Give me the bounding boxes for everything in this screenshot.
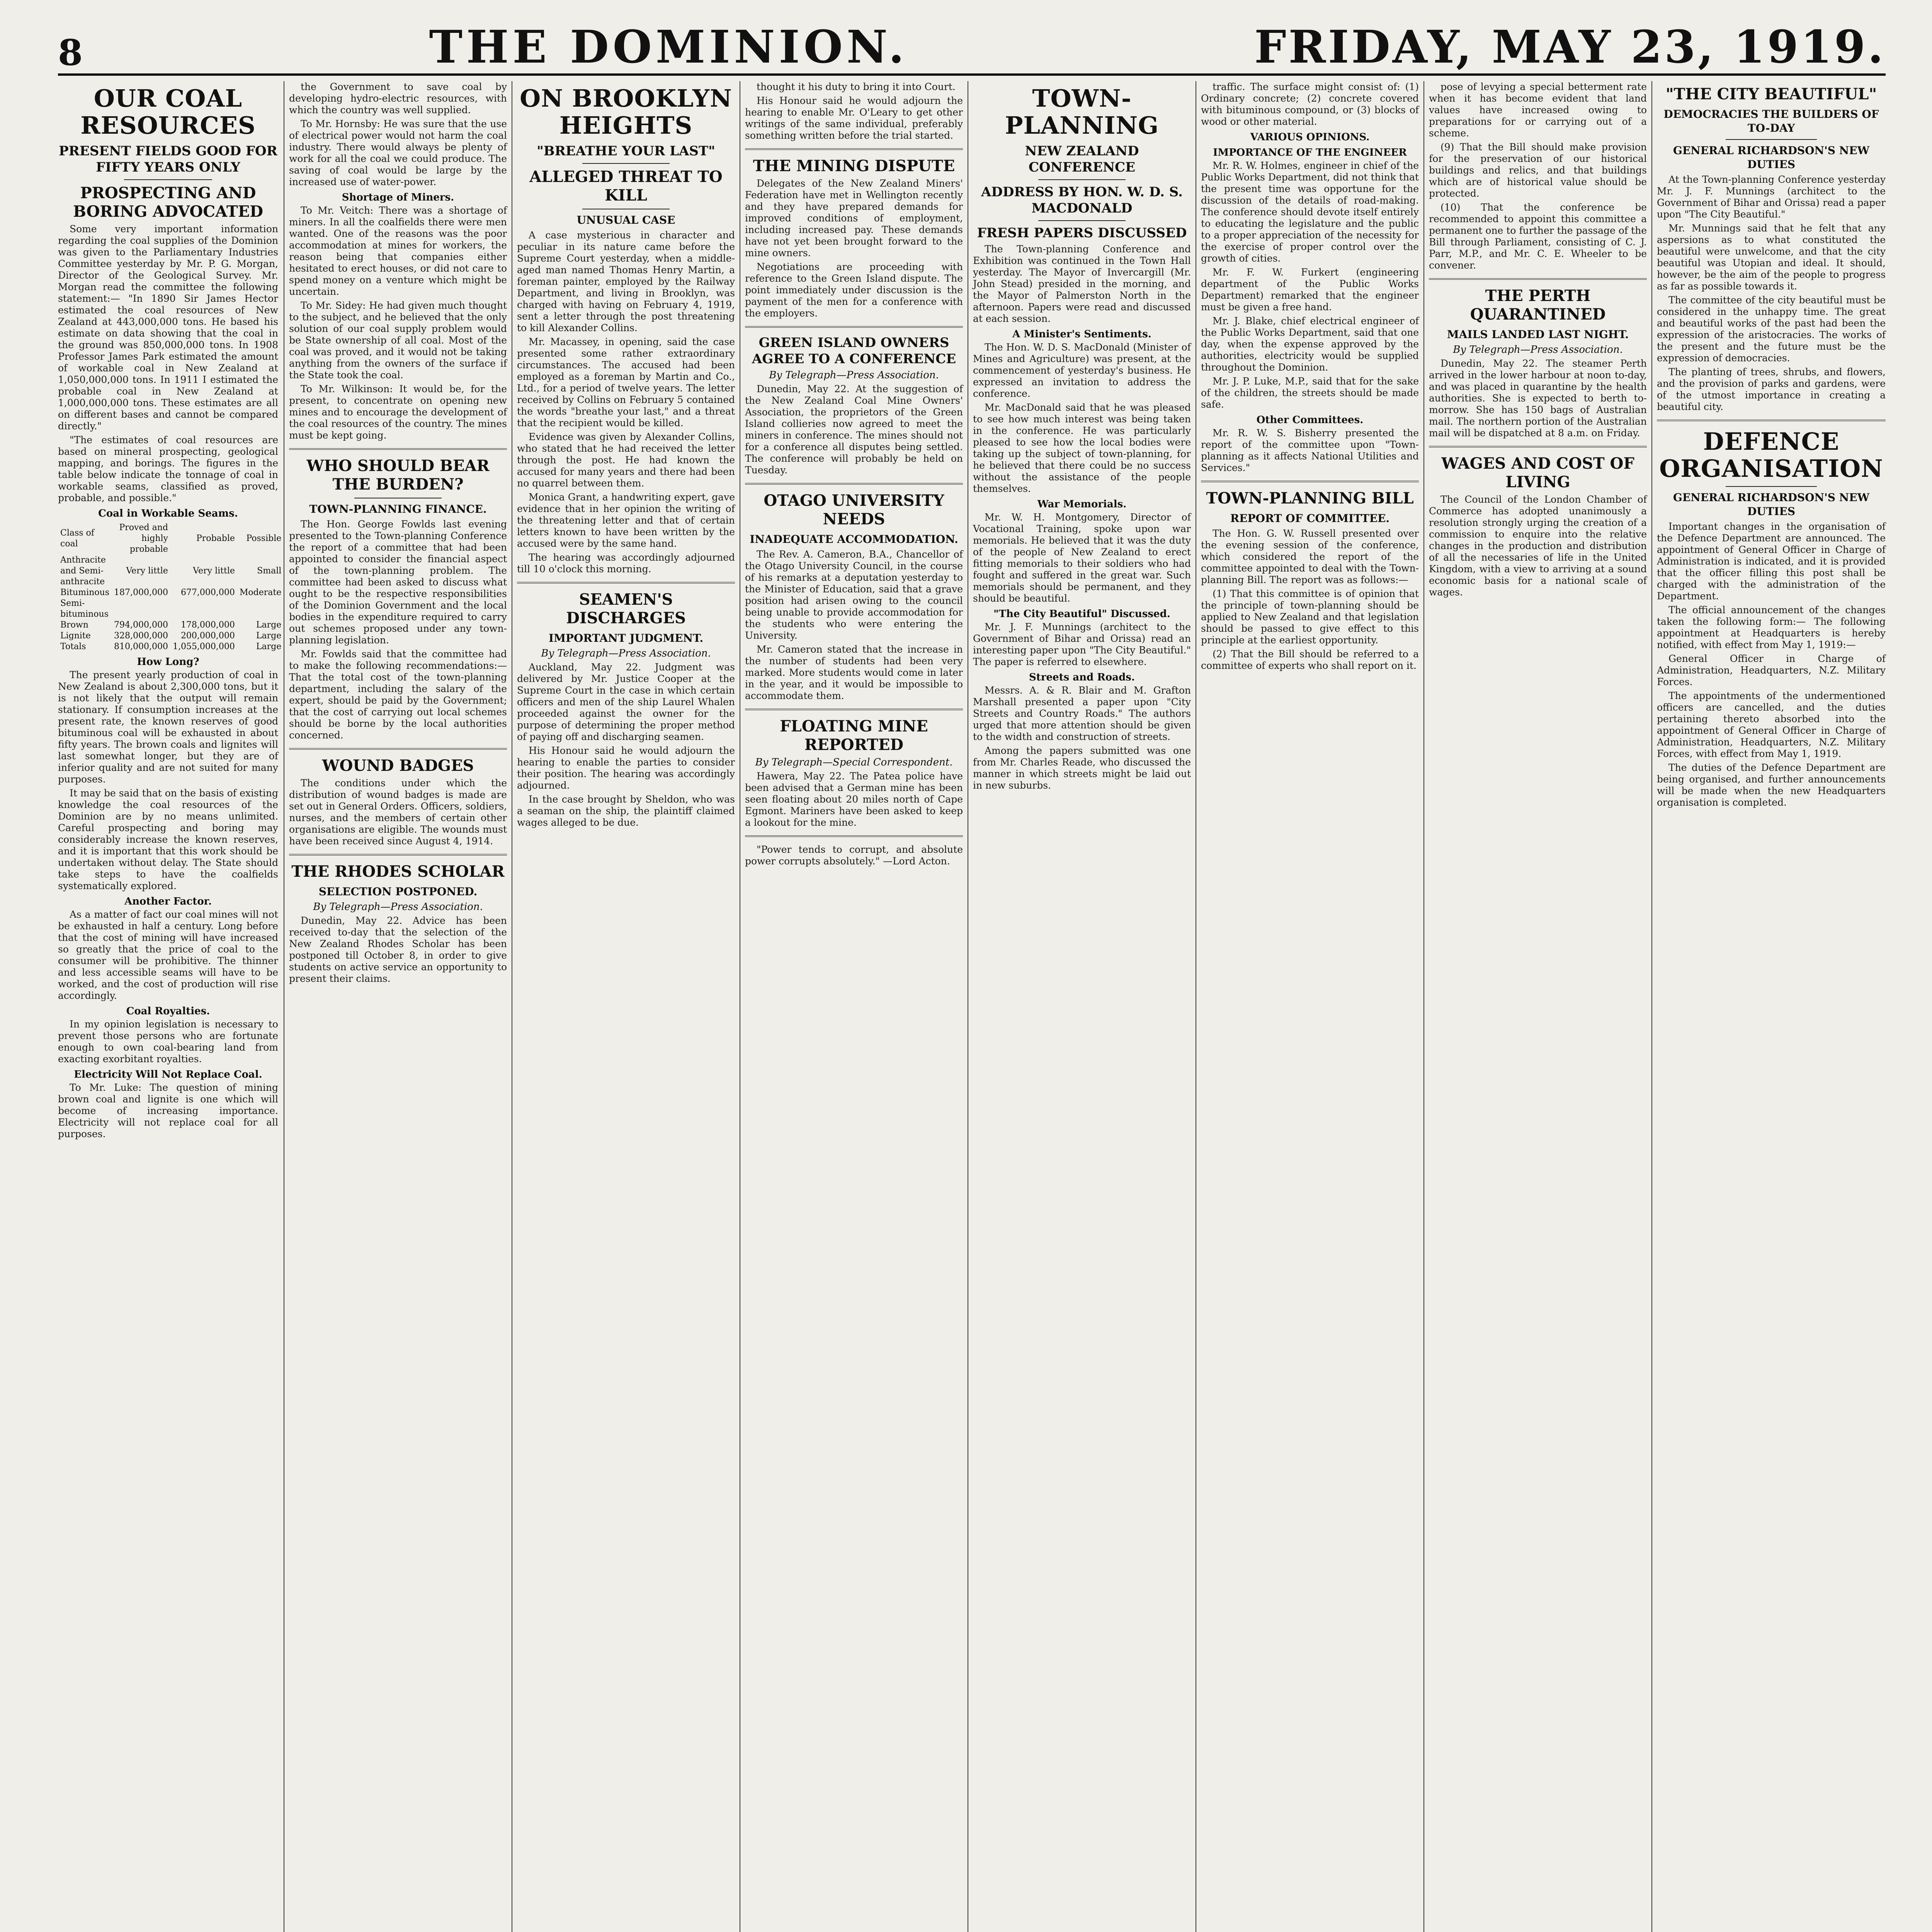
subhead: How Long? [137,656,199,668]
table-caption: Coal in Workable Seams. [98,508,238,519]
headline-floating-mine: FLOATING MINE REPORTED [780,717,928,754]
headline-town-planning-bill: TOWN-PLANNING BILL [1206,489,1414,507]
article-body: The Hon. G. W. Russell presented over the evening session of the conference, which considered the report of the committee appointed to deal with the Town-planning Bill. The report was as follows:— (1) That this committee is of opinion that the principle of town-planning should be applied to New Zealand and that legislation should be passed to give effect to this principle at the earliest opportunity. (2) That the Bill should be referred to a committee of experts who shall report on it. [1201,528,1419,671]
subhead: Shortage of Miners. [342,192,454,203]
issue-date: FRIDAY, MAY 23, 1919. [1254,21,1886,73]
newspaper-title: THE DOMINION. [429,21,908,73]
table-row: Lignite 328,000,000 200,000,000 Large [60,631,282,641]
article-body: Mr. W. H. Montgomery, Director of Vocational Training, spoke upon war memorials. He believed that it was the duty of the people of New Zealand to erect fitting memorials to their soldiers who had fought and suffered in the great war. Such memorials should be permanent, and they should be beautiful. [973,512,1191,604]
subhead: VARIOUS OPINIONS. [1250,131,1370,143]
subhead: "The City Beautiful" Discussed. [993,608,1170,620]
subhead: IMPORTANCE OF THE ENGINEER [1213,147,1407,158]
deck-accommodation: INADEQUATE ACCOMMODATION. [750,533,958,546]
headline-brooklyn: ON BROOKLYN HEIGHTS [520,84,732,139]
article-body: Dunedin, May 22. At the suggestion of the New Zealand Coal Mine Owners' Association, the proprietors of the Green Island collieries now agreed to meet the miners in conference. The mines should not for a conference all disputes being settled. The conference will probably be held on Tuesday. [745,383,963,476]
credit-line: By Telegraph—Special Correspondent. [755,757,953,768]
headline-coal-resources: OUR COAL RESOURCES [80,84,256,139]
deck-judgment: IMPORTANT JUDGMENT. [548,632,704,645]
table-row: Totals 810,000,000 1,055,000,000 Large [60,642,282,651]
column-1 [58,81,282,1932]
headline-otago: OTAGO UNIVERSITY NEEDS [764,492,944,528]
article-body: thought it his duty to bring it into Court. His Honour said he would adjourn the hearing to enable Mr. O'Leary to get other writings of the same individual, preferably something written before the trial started. [745,81,963,141]
article-body: Auckland, May 22. Judgment was delivered by Mr. Justice Cooper at the Supreme Court in the case in which certain officers and men of the ship Laurel Whalen proceeded against the owner for the purpose of determining the proper method of paying off and discharging seamen. His Honour said he would adjourn the hearing to enable the parties to consider their position. The hearing was accordingly adjourned. In the case brought by Sheldon, who was a seaman on the ship, the plaintiff claimed wages alleged to be due. [517,662,735,828]
column-5 [973,81,1191,1932]
column-4 [745,81,963,1932]
columns [58,81,1886,1932]
deck-conference: NEW ZEALAND CONFERENCE [1025,143,1139,175]
column-2 [289,81,507,1932]
article-body: the Government to save coal by developing hydro-electric resources, with which the country was well supplied. To Mr. Hornsby: He was sure that the use of electrical power would not harm the coal industry. There would always be plenty of work for all the coal we could produce. The saving of coal would be large by the increased use of water-power. [289,81,507,187]
quotation: "Power tends to corrupt, and absolute power corrupts absolutely." —Lord Acton. [745,844,963,867]
article-body: The conditions under which the distribution of wound badges is made are set out in General Orders. Officers, soldiers, nurses, and the members of certain other organisations are eligible. The wounds must have been received since August 4, 1914. [289,777,507,847]
credit-line: By Telegraph—Press Association. [769,369,939,381]
subhead: Other Committees. [1256,414,1364,426]
headline-perth: THE PERTH QUARANTINED [1470,287,1606,323]
article-body: The present yearly production of coal in New Zealand is about 2,300,000 tons, but it is not likely that the output will remain stationary. If consumption increases at the present rate, the known reserves of good bituminous coal will be exhausted in about fifty years. The brown coals and lignites will last somewhat longer, but they are of inferior quality and are not suited for many purposes. It may be said that on the basis of existing knowledge the coal resources of the Dominion are by no means unlimited. Careful prospecting and boring may considerably increase the known reserves, and it is important that this work should be undertaken without delay. The State should take steps to have the coalfields systematically explored. [58,669,278,891]
column-7 [1429,81,1647,1932]
deck-breathe: "BREATHE YOUR LAST" [537,143,715,159]
headline-city-beautiful: "THE CITY BEAUTIFUL" [1665,85,1877,103]
deck-taste: GENERAL RICHARDSON'S NEW DUTIES [1673,144,1870,171]
article-body: The Hon. W. D. S. MacDonald (Minister of Mines and Agriculture) was present, at the commencement of yesterday's business. He expressed an invitation to address the conference. Mr. MacDonald said that he was pleased to see how much interest was being taken in the conference. He was particularly pleased to see how the local bodies were taking up the subject of town-planning, for he believed that there could be no success without the assistance of the people themselves. [973,342,1191,494]
deck-mails: MAILS LANDED LAST NIGHT. [1447,328,1629,341]
deck-papers: FRESH PAPERS DISCUSSED [977,225,1187,241]
table-row: Bituminous 187,000,000 677,000,000 Moderate [60,588,282,597]
table-row: Brown 794,000,000 178,000,000 Large [60,620,282,630]
subhead: Electricity Will Not Replace Coal. [74,1069,262,1080]
deck-report: REPORT OF COMMITTEE. [1230,512,1390,525]
article-body: Mr. J. F. Munnings (architect to the Government of Bihar and Orissa) read an interesting paper upon "The City Beautiful." The paper is referred to elsewhere. [973,621,1191,667]
article-body: Messrs. A. & R. Blair and M. Grafton Marshall presented a paper upon "City Streets and Country Roads." The authors urged that more attention should be given to the width and construction of streets. Among the papers submitted was one from Mr. Charles Reade, who discussed the manner in which streets might be laid out in new suburbs. [973,685,1191,791]
deck-threat: ALLEGED THREAT TO KILL [529,168,723,204]
deck-address: ADDRESS BY HON. W. D. S. MACDONALD [981,184,1183,216]
article-body: Dunedin, May 22. Advice has been received to-day that the selection of the New Zealand Rhodes Scholar has been postponed till October 8, in order to give students on active service an opportunity to present their claims. [289,915,507,984]
column-8 [1657,81,1886,1932]
headline-green-island: GREEN ISLAND OWNERS AGREE TO A CONFERENCE [752,335,956,367]
headline-wound-badges: WOUND BADGES [322,757,474,775]
headline-rhodes: THE RHODES SCHOLAR [291,862,505,881]
subhead: Coal Royalties. [126,1005,210,1017]
credit-line: By Telegraph—Press Association. [541,648,711,659]
article-body: Important changes in the organisation of the Defence Department are announced. The appointment of General Officer in Charge of Administration is indicated, and it is provided that the officer filling this post shall be charged with the administration of the Department. The official announcement of the changes taken the following form:— The following appointment at Headquarters is hereby notified, with effect from May 1, 1919:— General Officer in Charge of Administration, Headquarters, N.Z. Military Forces. The appointments of the undermentioned officers are cancelled, and the duties pertaining thereto absorbed into the appointment of General Officer in Charge of Administration, Headquarters, N.Z. Military Forces, with effect from May 1, 1919. The duties of the Defence Department are being organised, and further announcements will be made when the new Headquarters organisation is completed. [1657,521,1886,808]
subhead: A Minister's Sentiments. [1012,328,1151,340]
headline-defence: DEFENCE ORGANISATION [1659,427,1883,483]
article-body: In my opinion legislation is necessary to prevent those persons who are fortunate enough to own coal-bearing land from exacting exorbitant royalties. [58,1019,278,1065]
article-body: At the Town-planning Conference yesterday Mr. J. F. Munnings (architect to the Government of Bihar and Orissa) read a paper upon "The City Beautiful." Mr. Munnings said that he felt that any aspersions as to what constituted the beautiful were unwelcome, and that the city beautiful was Utopian and ideal. It should, however, be the aim of the people to progress as far as possible towards it. The committee of the city beautiful must be considered in the unhappy time. The great and beautiful works of the past had been the expression of the aristocracies. The works of the present and the future must be the expression of democracies. The planting of trees, shrubs, and flowers, and the provision of parks and gardens, were of the utmost importance in creating a beautiful city. [1657,174,1886,412]
deck-rhodes: SELECTION POSTPONED. [318,885,478,898]
column-6 [1201,81,1419,1932]
article-body: pose of levying a special betterment rate when it has become evident that land values have increased owing to preparations for or carrying out of a scheme. (9) That the Bill should make provision for the preservation of our historical buildings and relics, and that buildings which are of historical value should be protected. (10) That the conference be recommended to appoint this committee a permanent one to further the passage of the Bill through Parliament, consisting of C. J. Parr, M.P., and Mr. C. E. Wheeler to be convener. [1429,81,1647,271]
deck-prospecting: PROSPECTING AND BORING ADVOCATED [73,184,263,221]
headline-seamen: SEAMEN'S DISCHARGES [566,590,686,627]
credit-line: By Telegraph—Press Association. [1453,344,1623,355]
article-body: The Hon. George Fowlds last evening presented to the Town-planning Conference the report of a committee that had been appointed to consider the financial aspect of the town-planning problem. The committee had been asked to discuss what ought to be the respective responsibilities of the Dominion Government and the local bodies in the expenditure required to carry out schemes proposed under any town-planning legislation. Mr. Fowlds said that the committee had to make the following recommendations:—That the total cost of the town-planning department, including the salary of the expert, should be paid by the Government; that the cost of carrying out local schemes should be borne by the local authorities concerned. [289,519,507,741]
article-body: To Mr. Luke: The question of mining brown coal and lignite is one which will become of increasing importance. Electricity will not replace coal for all purposes. [58,1082,278,1139]
table-row: Anthracite and Semi-anthracite Very little Very little Small [60,555,282,587]
article-body: Dunedin, May 22. The steamer Perth arrived in the lower harbour at noon to-day, and was placed in quarantine by the health authorities. She is expected to berth to-morrow. She has 150 bags of Australian mail. The northern portion of the Australian mail will be dispatched at 8 a.m. on Friday. [1429,358,1647,439]
article-body: Hawera, May 22. The Patea police have been advised that a German mine has been seen floating about 20 miles north of Cape Egmont. Mariners have been asked to keep a lookout for the mine. [745,770,963,828]
deck-finance: TOWN-PLANNING FINANCE. [309,503,487,515]
credit-line: By Telegraph—Press Association. [313,901,483,913]
article-body: To Mr. Veitch: There was a shortage of miners. In all the coalfields there were men wanted. One of the reasons was the poor accommodation at mines for workers, the reason being that companies either hesitated to erect houses, or did not care to spend money on a venture which might be uncertain. To Mr. Sidey: He had given much thought to the subject, and he believed that the only solution of our coal supply problem would be State ownership of all coal. Most of the coal was proved, and it would not be taking anything from the owners of the surface if the State took the coal. To Mr. Wilkinson: It would be, for the present, to concentrate on opening new mines and to encourage the development of the coal resources of the country. The mines must be kept going. [289,205,507,441]
deck-democracies: DEMOCRACIES THE BUILDERS OF TO-DAY [1663,108,1879,134]
table-header-row: Class of coal Proved and highly probable Probable Possible [60,523,282,554]
page-number: 8 [58,32,83,73]
article-body: The Rev. A. Cameron, B.A., Chancellor of the Otago University Council, in the course of his remarks at a deputation yesterday to the Minister of Education, said that a grave position had arisen owing to the council being unable to provide accommodation for the students who were entering the University. Mr. Cameron stated that the increase in the number of students had been very marked. More students would come in later in the year, and it would be impossible to accommodate them. [745,549,963,701]
subhead: Another Factor. [124,896,212,907]
headline-burden: WHO SHOULD BEAR THE BURDEN? [306,457,490,493]
subhead: Streets and Roads. [1029,672,1135,683]
article-body: The Council of the London Chamber of Commerce has adopted unanimously a resolution strongly urging the creation of a commission to enquire into the relative changes in the production and distribution of all the necessaries of life in the United Kingdom, with a view to arriving at a sound economic basis for a national scale of wages. [1429,494,1647,598]
headline-wages: WAGES AND COST OF LIVING [1441,454,1634,491]
headline-town-planning: TOWN-PLANNING [1005,84,1159,139]
article-body: As a matter of fact our coal mines will not be exhausted in half a century. Long before that the cost of mining will have increased so greatly that the price of coal to the consumer will be prohibitive. The thinner and less accessible seams will have to be worked, and the cost of production will rise accordingly. [58,909,278,1001]
article-body: Some very important information regarding the coal supplies of the Dominion was given to the Parliamentary Industries Committee yesterday by Mr. P. G. Morgan, Director of the Geological Survey. Mr. Morgan read the committee the following statement:— "In 1890 Sir James Hector estimated the coal resources of New Zealand at 443,000,000 tons. He based his estimate on data showing that the coal in the ground was 850,000,000 tons. In 1908 Professor James Park estimated the amount of workable coal in New Zealand at 1,050,000,000 tons. In 1911 I estimated the probable coal in New Zealand at 1,000,000,000 tons. These estimates are all on different bases and cannot be compared directly." "The estimates of coal resources are based on mineral prospecting, geological mapping, and borings. The figures in the table below indicate the tonnage of coal in workable seams, classified as proved, probable, and possible." [58,223,278,503]
article-body: Mr. R. W. S. Bisherry presented the report of the committee upon "Town-planning as it affects National Utilities and Services." [1201,427,1419,473]
article-body: Delegates of the New Zealand Miners' Federation have met in Wellington recently and they have prepared demands for improved conditions of employment, including increased pay. These demands have not yet been brought forward to the mine owners. Negotiations are proceeding with reference to the Green Island dispute. The point immediately under discussion is the payment of the men for a conference with the employers. [745,178,963,319]
article-body: A case mysterious in character and peculiar in its nature came before the Supreme Court yesterday, when a middle-aged man named Thomas Henry Martin, a foreman painter, employed by the Railway Department, and living in Brooklyn, was charged with having on February 4, 1919, sent a letter through the post threatening to kill Alexander Collins. Mr. Macassey, in opening, said the case presented some rather extraordinary circumstances. The accused had been employed as a foreman by Martin and Co., Ltd., for a period of twelve years. The letter received by Collins on February 5 contained the words "breathe your last," and a threat that the recipient would be killed. Evidence was given by Alexander Collins, who stated that he had received the letter through the post. He had known the accused for many years and there had been no quarrel between them. Monica Grant, a handwriting expert, gave evidence that in her opinion the writing of the threatening letter and that of certain letters known to have been written by the accused were by the same hand. The hearing was accordingly adjourned till 10 o'clock this morning. [517,230,735,575]
deck-fifty-years: PRESENT FIELDS GOOD FOR FIFTY YEARS ONLY [59,143,277,175]
subhead: War Memorials. [1037,498,1127,510]
article-body: traffic. The surface might consist of: (1) Ordinary concrete; (2) concrete covered with bituminous compound, or (3) blocks of wood or other material. [1201,81,1419,127]
table-row: Semi-bituminous [60,599,109,619]
deck-richardson: GENERAL RICHARDSON'S NEW DUTIES [1673,491,1870,518]
column-3 [517,81,735,1932]
headline-mining-dispute: THE MINING DISPUTE [753,157,955,175]
deck-unusual: UNUSUAL CASE [577,214,675,226]
coal-table [58,522,284,652]
article-body: Mr. R. W. Holmes, engineer in chief of the Public Works Department, did not think that the present time was opportune for the discussion of the details of road-making. The conference should devote itself entirely to educating the legislature and the public to a proper appreciation of the necessity for the exercise of proper control over the growth of cities. Mr. F. W. Furkert (engineering department of the Public Works Department) remarked that the engineer must be given a free hand. Mr. J. Blake, chief electrical engineer of the Public Works Department, said that one day, when the expense approved by the authorities, electricity would be supplied throughout the Dominion. Mr. J. P. Luke, M.P., said that for the sake of the children, the streets should be made safe. [1201,160,1419,410]
masthead [58,12,1886,76]
article-body: The Town-planning Conference and Exhibition was continued in the Town Hall yesterday. The Mayor of Invercargill (Mr. John Stead) presided in the morning, and the Mayor of Palmerston North in the afternoon. Papers were read and discussed at each session. [973,243,1191,324]
